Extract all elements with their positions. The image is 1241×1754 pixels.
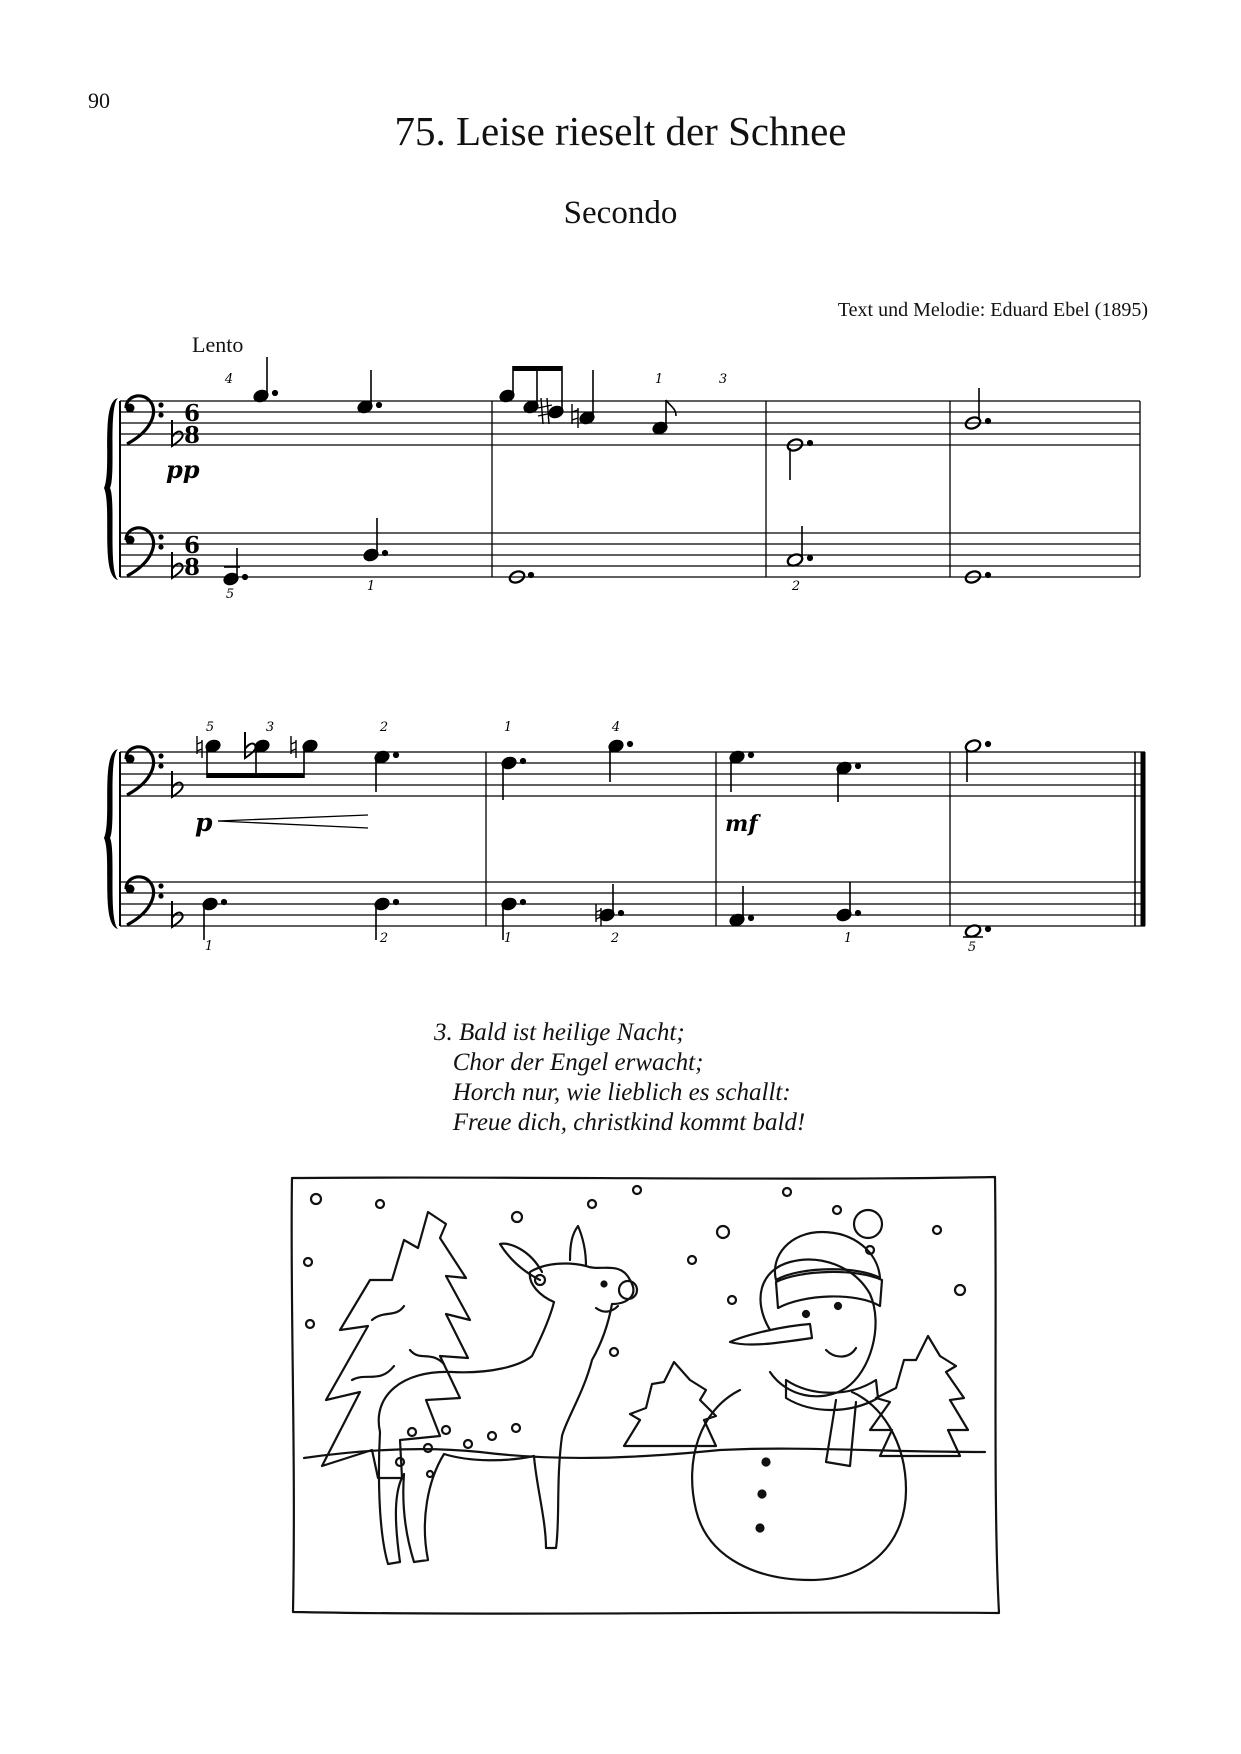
snowman-figure <box>692 1210 906 1580</box>
system-1-lower-notes <box>223 518 991 586</box>
dynamic-mf: mf <box>725 811 758 837</box>
fingering: 5 <box>205 720 215 735</box>
composer-credit: Text und Melodie: Eduard Ebel (1895) <box>837 299 1148 321</box>
time-sig-top-2: 6 <box>183 532 201 559</box>
page-number: 90 <box>88 88 110 113</box>
fingering: 4 <box>611 720 621 735</box>
fingering: 2 <box>610 931 620 946</box>
system-1-bass-staff <box>120 533 1140 577</box>
fingering: 5 <box>225 587 235 602</box>
verse-line: Freue dich, christkind kommt bald! <box>434 1109 806 1136</box>
system-2-bass-staff <box>120 882 1145 926</box>
system-2-lower-notes <box>202 882 991 940</box>
fingering: 1 <box>843 931 853 946</box>
system-1-brace <box>104 398 118 580</box>
system-2-upper-notes <box>197 731 990 802</box>
fingering: 1 <box>204 939 214 954</box>
verse-line: Horch nur, wie lieblich es schallt: <box>434 1079 791 1106</box>
system-2-brace <box>104 749 118 929</box>
pine-tree-icon <box>322 1212 470 1478</box>
fingering: 3 <box>718 372 728 387</box>
fingering: 5 <box>967 940 977 955</box>
time-sig-bottom-2: 8 <box>183 554 201 581</box>
page-subtitle: Secondo <box>563 195 678 231</box>
fingering: 1 <box>503 931 513 946</box>
fingering: 1 <box>366 579 376 594</box>
time-sig-bottom-1: 8 <box>183 422 201 449</box>
pine-tree-icon <box>870 1336 968 1456</box>
tempo-marking: Lento <box>192 332 244 357</box>
fingering: 3 <box>265 720 275 735</box>
page-title: 75. Leise rieselt der Schnee <box>394 108 847 154</box>
verse-line: 3. Bald ist heilige Nacht; <box>434 1019 685 1046</box>
fawn-figure <box>379 1226 637 1564</box>
pine-tree-icon <box>624 1362 716 1446</box>
fingering: 4 <box>224 372 234 387</box>
dynamic-pp: pp <box>166 455 200 484</box>
fingering: 1 <box>503 720 513 735</box>
fingering: 2 <box>379 931 389 946</box>
fingering: 1 <box>654 372 664 387</box>
fingering: 2 <box>379 720 389 735</box>
illustration-frame <box>292 1177 999 1614</box>
snowflake-icon <box>304 1186 965 1356</box>
system-1-upper-notes <box>253 357 991 480</box>
crescendo-hairpin <box>218 815 368 828</box>
verse-line: Chor der Engel erwacht; <box>434 1049 704 1076</box>
time-sig-top-1: 6 <box>183 400 201 427</box>
dynamic-p: p <box>195 808 213 837</box>
fingering: 2 <box>791 579 801 594</box>
verse-text <box>434 1018 805 1138</box>
